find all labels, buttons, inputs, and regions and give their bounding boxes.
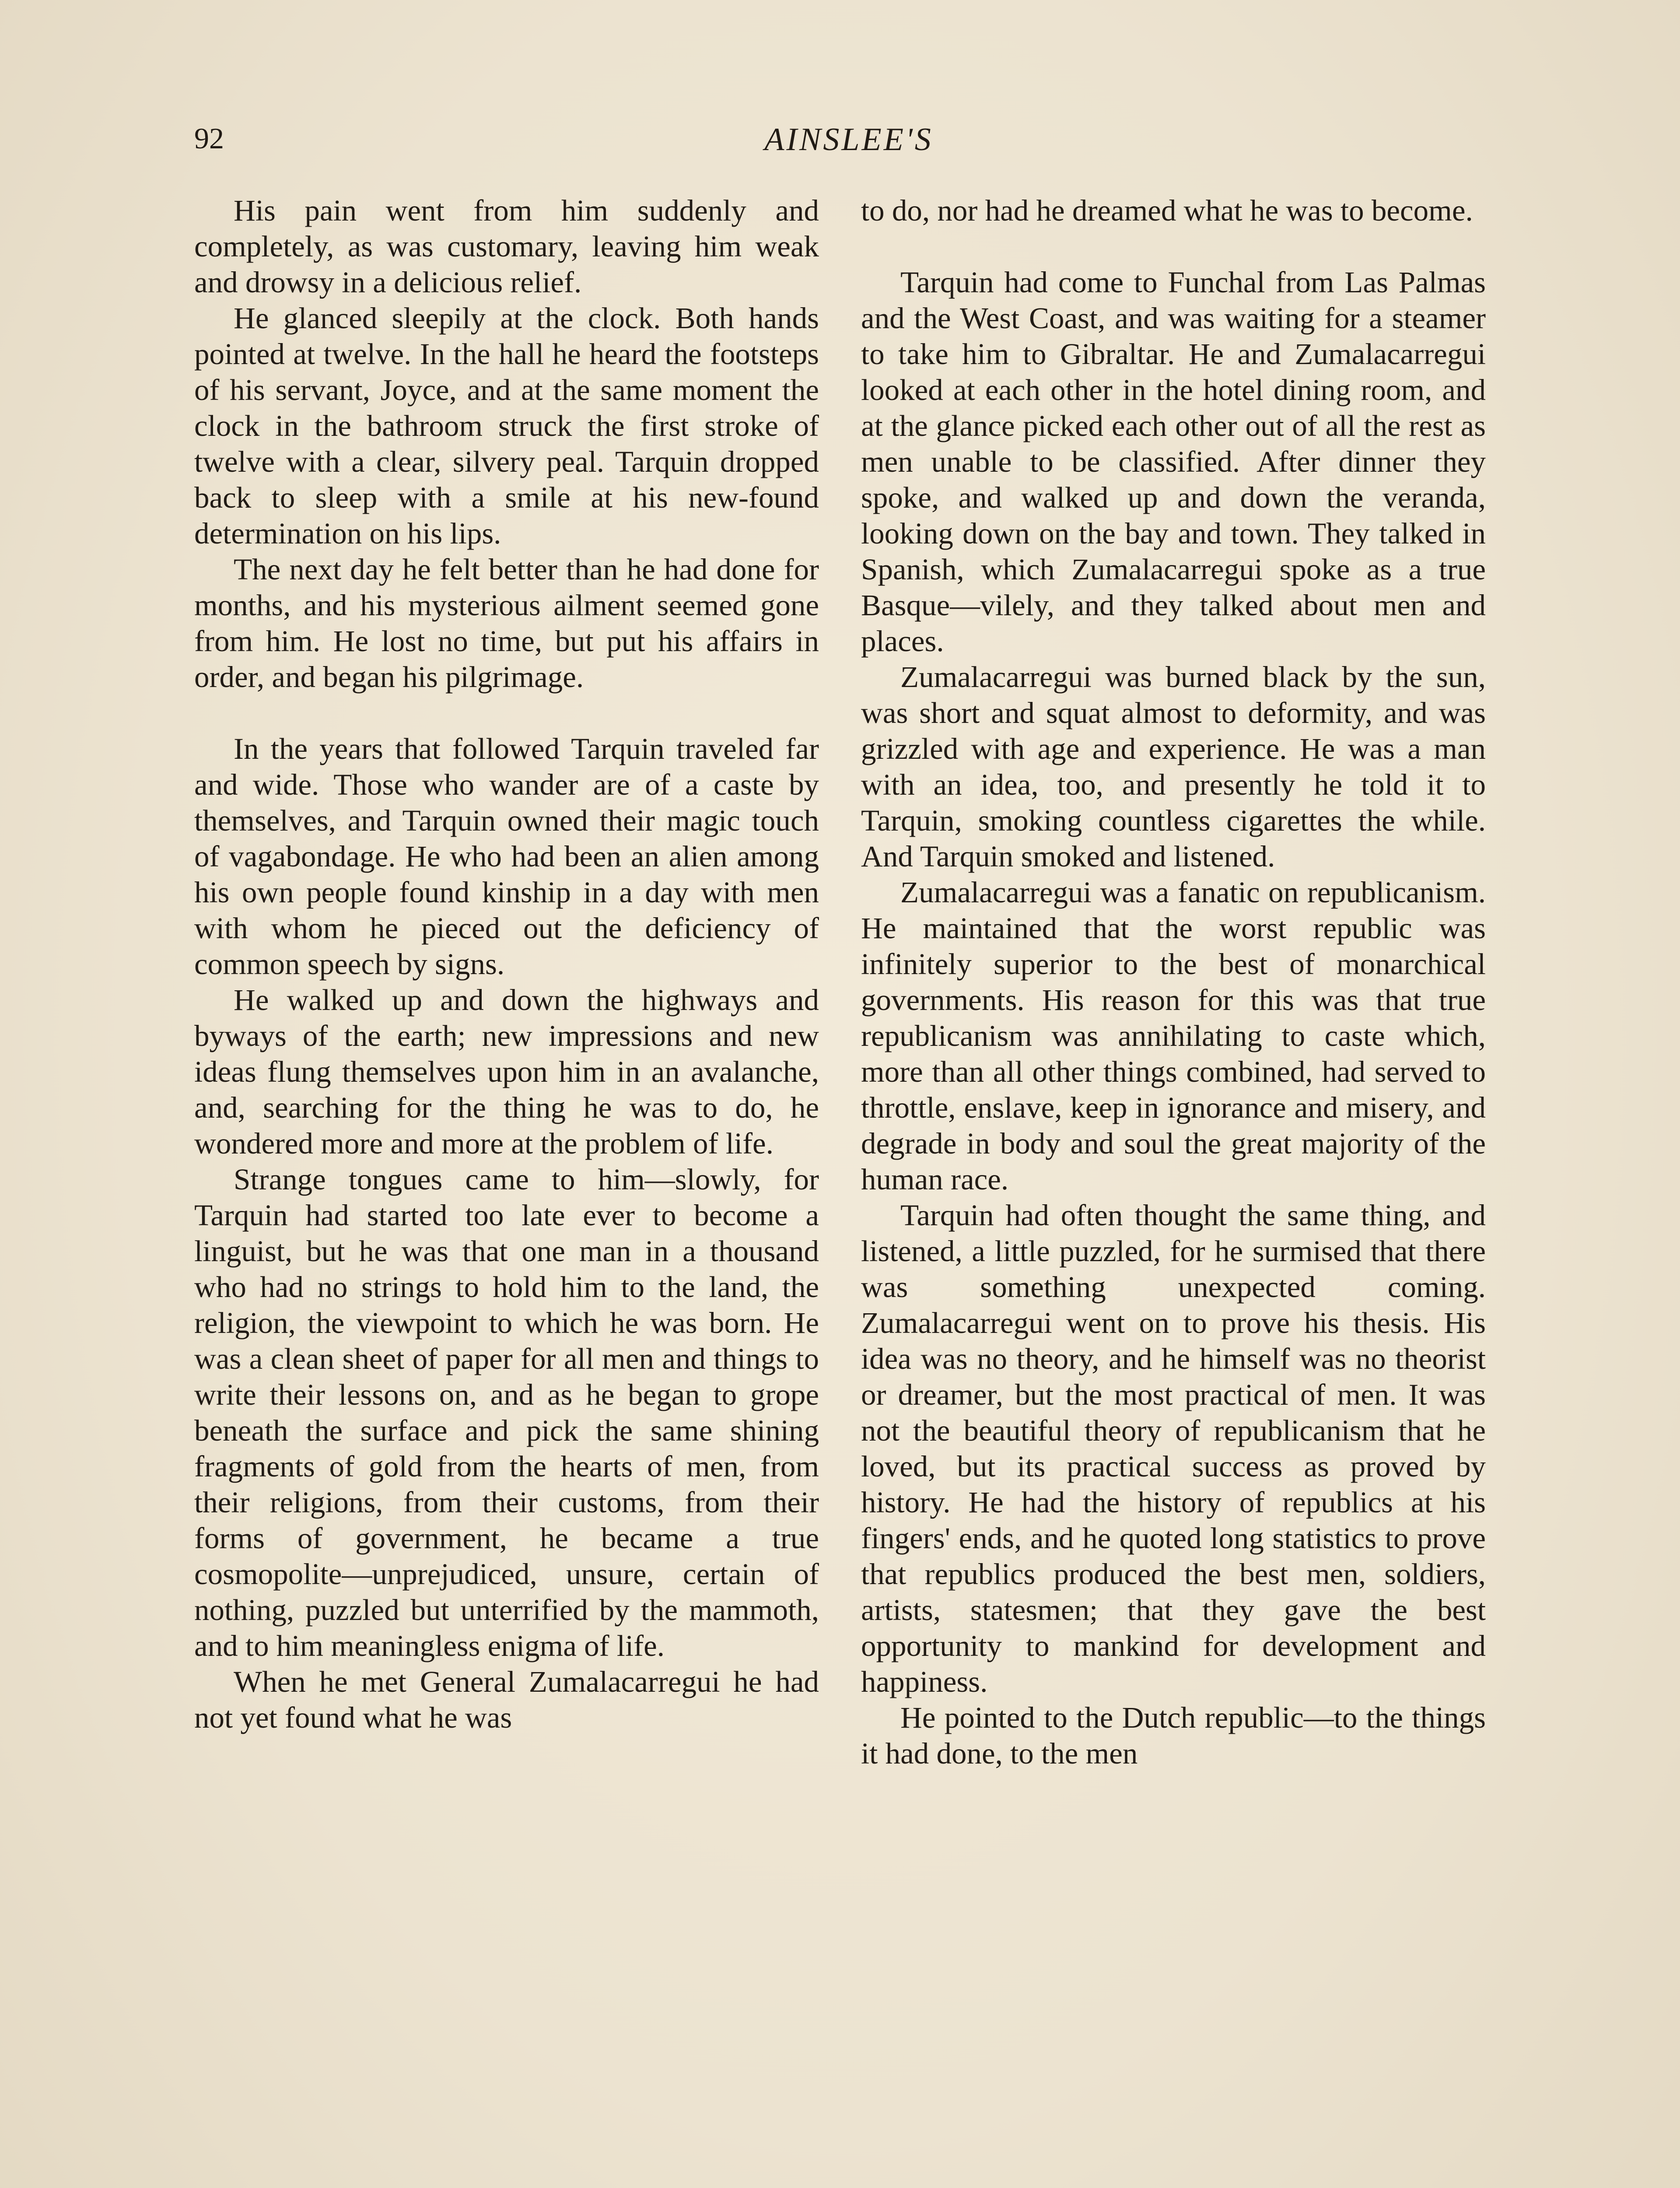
page-number: 92 xyxy=(194,122,224,155)
paragraph: Zumalacarregui was burned black by the sun, was short and squat almost to deformity, and was grizzled with age and experience. He was a man with an idea, too, and presently he told it to Tarquin, smoking countless cigarettes the while. And Tarquin smoked and listened. xyxy=(861,660,1486,873)
paragraph: Tarquin had come to Funchal from Las Palmas and the West Coast, and was waiting for a steamer to take him to Gibraltar. He and Zumalacarregui looked at each other in the hotel dining room, and at the glance picked each other out of all the rest as men unable to be classified. After dinner they spoke, and walked up and down the veranda, looking down on the bay and town. They talked in Spanish, which Zumalacarregui spoke as a true Basque—vilely, and they talked about men and places. xyxy=(861,266,1486,658)
paragraph: His pain went from him suddenly and completely, as was customary, leaving him weak and drowsy in a delicious relief. xyxy=(194,194,819,299)
paragraph: He walked up and down the highways and byways of the earth; new impressions and new ideas flung themselves upon him in an avalanche, and, searching for the thing he was to do, he wondered more and more at the problem of life. xyxy=(194,983,819,1160)
paragraph: In the years that followed Tarquin traveled far and wide. Those who wander are of a caste by themselves, and Tarquin owned their magic touch of vagabondage. He who had been an alien among his own people found kinship in a day with men with whom he pieced out the deficiency of common speech by signs. xyxy=(194,732,819,981)
paragraph: Tarquin had often thought the same thing, and listened, a little puzzled, for he surmised that there was something unexpected coming. Zumalacarregui went on to prove his thesis. His idea was no theory, and he himself was no theorist or dreamer, but the most practical of men. It was not the beautiful theory of republicanism that he loved, but its practical success as proved by history. He had the history of republics at his fingers' ends, and he quoted long statistics to prove that republics produced the best men, soldiers, artists, statesmen; that they gave the best opportunity to mankind for development and happiness. xyxy=(861,1199,1486,1698)
paragraph: He glanced sleepily at the clock. Both hands pointed at twelve. In the hall he heard the footsteps of his servant, Joyce, and at the same moment the clock in the bathroom struck the first stroke of twelve with a clear, silvery peal. Tarquin dropped back to sleep with a smile at his new-found determination on his lips. xyxy=(194,302,819,550)
paragraph: He pointed to the Dutch republic—to the things it had done, to the men xyxy=(861,1701,1486,1770)
paragraph: The next day he felt better than he had done for months, and his mysterious ailment seemed gone from him. He lost no time, but put his affairs in order, and began his pilgrimage. xyxy=(194,553,819,694)
paragraph: Zumalacarregui was a fanatic on republicanism. He maintained that the worst republic was infinitely superior to the best of monarchical governments. His reason for this was that true republicanism was annihilating to caste which, more than all other things combined, had served to throttle, enslave, keep in ignorance and misery, and degrade in body and soul the great majority of the human race. xyxy=(861,876,1486,1196)
paragraph: When he met General Zumalacarregui he had not yet found what he was xyxy=(194,1665,819,1734)
running-head: AINSLEE'S xyxy=(764,122,933,158)
right-column xyxy=(861,193,1486,1771)
paragraph: to do, nor had he dreamed what he was to become. xyxy=(861,194,1473,227)
paragraph: Strange tongues came to him—slowly, for Tarquin had started too late ever to become a linguist, but he was that one man in a thousand who had no strings to hold him to the land, the religion, the viewpoint to which he was born. He was a clean sheet of paper for all men and things to write their lessons on, and as he began to grope beneath the surface and pick the same shining fragments of gold from the hearts of men, from their religions, from their customs, from their forms of government, he became a true cosmopolite—unprejudiced, unsure, certain of nothing, puzzled but unterrified by the mammoth, and to him meaningless enigma of life. xyxy=(194,1163,819,1662)
left-column xyxy=(194,193,819,1736)
